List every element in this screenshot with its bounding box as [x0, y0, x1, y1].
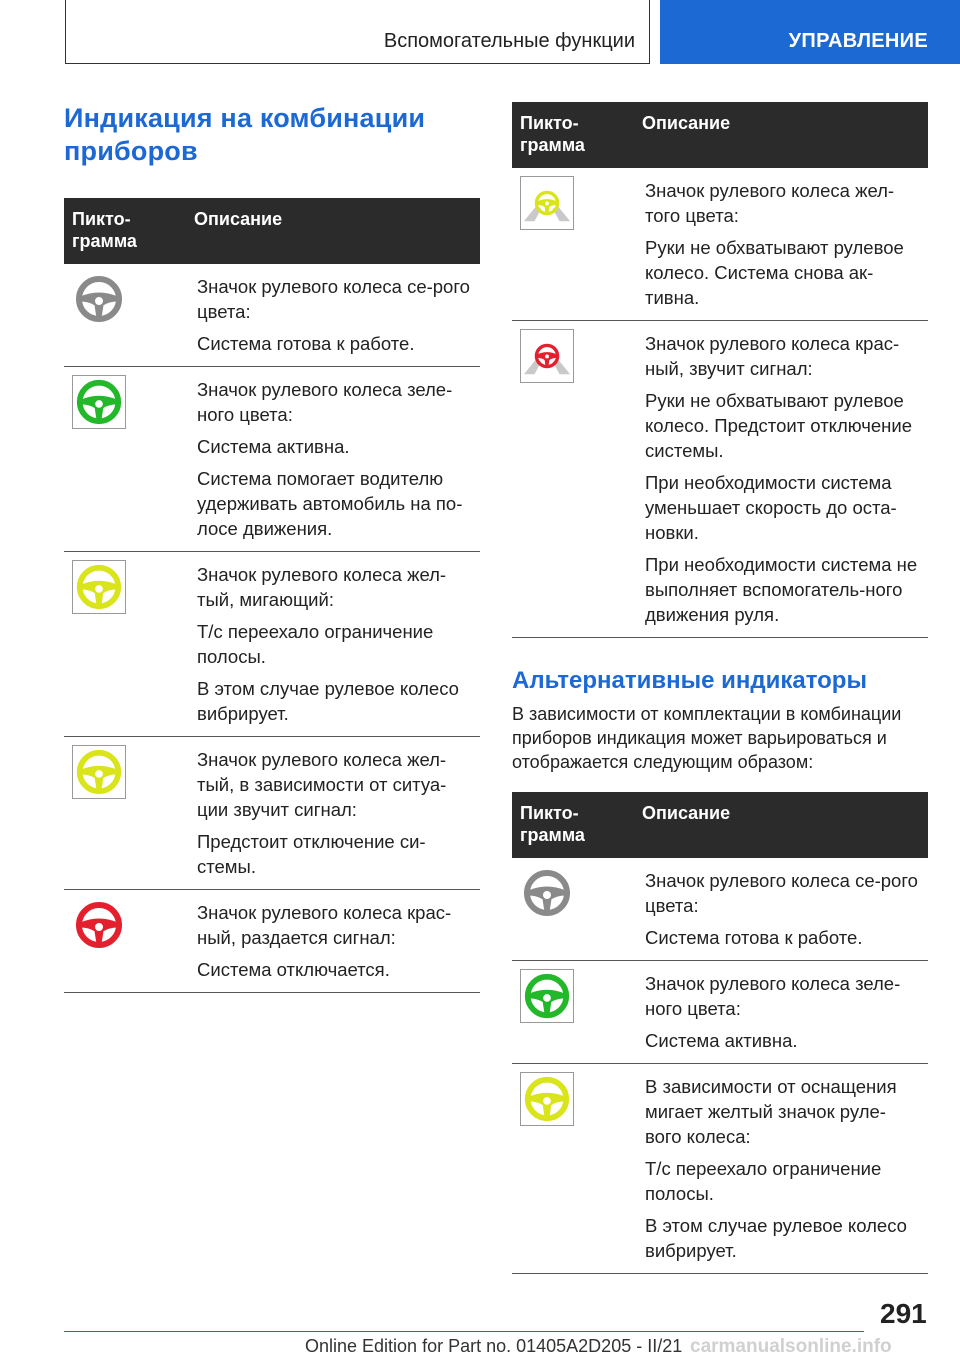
steering-wheel-gray-icon	[520, 866, 574, 920]
table-header-row	[64, 198, 480, 264]
description-line: Система отключается.	[197, 959, 390, 980]
table-row	[512, 168, 928, 321]
column-header-pictogram: Пикто-грамма	[64, 198, 186, 264]
table-row	[64, 737, 480, 890]
section-intro: В зависимости от комплектации в комбинации приборов индикация может варьироваться и отображается следующим образом:	[512, 704, 902, 772]
description-line: Предстоит отключение си-стемы.	[197, 831, 426, 877]
table-row	[512, 321, 928, 638]
steering-wheel-yellow-icon	[520, 1072, 574, 1126]
steering-wheel-red-icon	[72, 898, 126, 952]
indicator-table-3	[512, 792, 928, 1274]
description-line: Т/с переехало ограничение полосы.	[197, 621, 434, 667]
description-line: При необходимости система уменьшает скорость до оста-новки.	[645, 472, 897, 543]
description-line: Система активна.	[645, 1030, 798, 1051]
column-header-pictogram: Пикто-грамма	[512, 792, 634, 858]
table-header-row	[512, 102, 928, 168]
description-line: Значок рулевого колеса крас-ный, раздается сигнал:	[197, 902, 452, 948]
description-line: Руки не обхватывают рулевое колесо. Предстоит отключение системы.	[645, 390, 912, 461]
indicator-table-2	[512, 102, 928, 638]
description-line: В этом случае рулевое колесо вибрирует.	[645, 1215, 907, 1261]
watermark: carmanualsonline.info	[690, 1336, 892, 1357]
description-line: В зависимости от оснащения мигает желтый значок руле-вого колеса:	[645, 1076, 897, 1147]
hands-on-wheel-red-icon	[520, 329, 574, 383]
steering-wheel-gray-icon	[72, 272, 126, 326]
description-line: Значок рулевого колеса се-рого цвета:	[645, 870, 918, 916]
column-header-description: Описание	[634, 102, 928, 168]
description-line: Значок рулевого колеса се-рого цвета:	[197, 276, 470, 322]
table-row	[512, 858, 928, 961]
description-line: Значок рулевого колеса крас-ный, звучит сигнал:	[645, 333, 900, 379]
footer-edition: Online Edition for Part no. 01405A2D205 - II/21	[305, 1336, 683, 1356]
description-line: Значок рулевого колеса жел-тый, в зависимости от ситуа-ции звучит сигнал:	[197, 749, 447, 820]
right-column	[512, 102, 928, 1274]
hands-on-wheel-yellow-icon	[520, 176, 574, 230]
indicator-table-1	[64, 198, 480, 993]
steering-wheel-yellow-blinking-icon	[72, 560, 126, 614]
column-header-description: Описание	[186, 198, 480, 264]
description-line: В этом случае рулевое колесо вибрирует.	[197, 678, 459, 724]
steering-wheel-green-icon	[520, 969, 574, 1023]
section-title-alternative-indicators: Альтернативные индикаторы	[512, 667, 867, 694]
table-row	[64, 890, 480, 993]
column-header-pictogram: Пикто-грамма	[512, 102, 634, 168]
description-line: Значок рулевого колеса зеле-ного цвета:	[645, 973, 901, 1019]
table-row	[64, 367, 480, 552]
description-line: Система готова к работе.	[645, 927, 863, 948]
description-line: Значок рулевого колеса жел-тый, мигающий:	[197, 564, 447, 610]
page-number: 291	[880, 1298, 927, 1329]
description-line: Значок рулевого колеса жел-того цвета:	[645, 180, 895, 226]
column-header-description: Описание	[634, 792, 928, 858]
table-row	[512, 1064, 928, 1274]
description-line: Т/с переехало ограничение полосы.	[645, 1158, 882, 1204]
header-chapter-tab[interactable]: УПРАВЛЕНИЕ	[660, 0, 960, 64]
header-box	[65, 0, 650, 64]
description-line: Значок рулевого колеса зеле-ного цвета:	[197, 379, 453, 425]
description-line: При необходимости система не выполняет вспомогатель-ного движения руля.	[645, 554, 918, 625]
description-line: Руки не обхватывают рулевое колесо. Система снова ак-тивна.	[645, 237, 904, 308]
description-line: Система активна.	[197, 436, 350, 457]
description-line: Система готова к работе.	[197, 333, 415, 354]
table-row	[64, 552, 480, 737]
left-column	[64, 102, 480, 993]
table-row	[512, 961, 928, 1064]
description-line: Система помогает водителю удерживать автомобиль на по-лосе движения.	[197, 468, 463, 539]
table-header-row	[512, 792, 928, 858]
header-section-title: Вспомогательные функции	[383, 30, 635, 52]
steering-wheel-yellow-icon	[72, 745, 126, 799]
section-title-instrument-display: Индикация на комбинации приборов	[64, 103, 426, 166]
steering-wheel-green-icon	[72, 375, 126, 429]
footer-divider	[64, 1331, 864, 1332]
table-row	[64, 264, 480, 367]
